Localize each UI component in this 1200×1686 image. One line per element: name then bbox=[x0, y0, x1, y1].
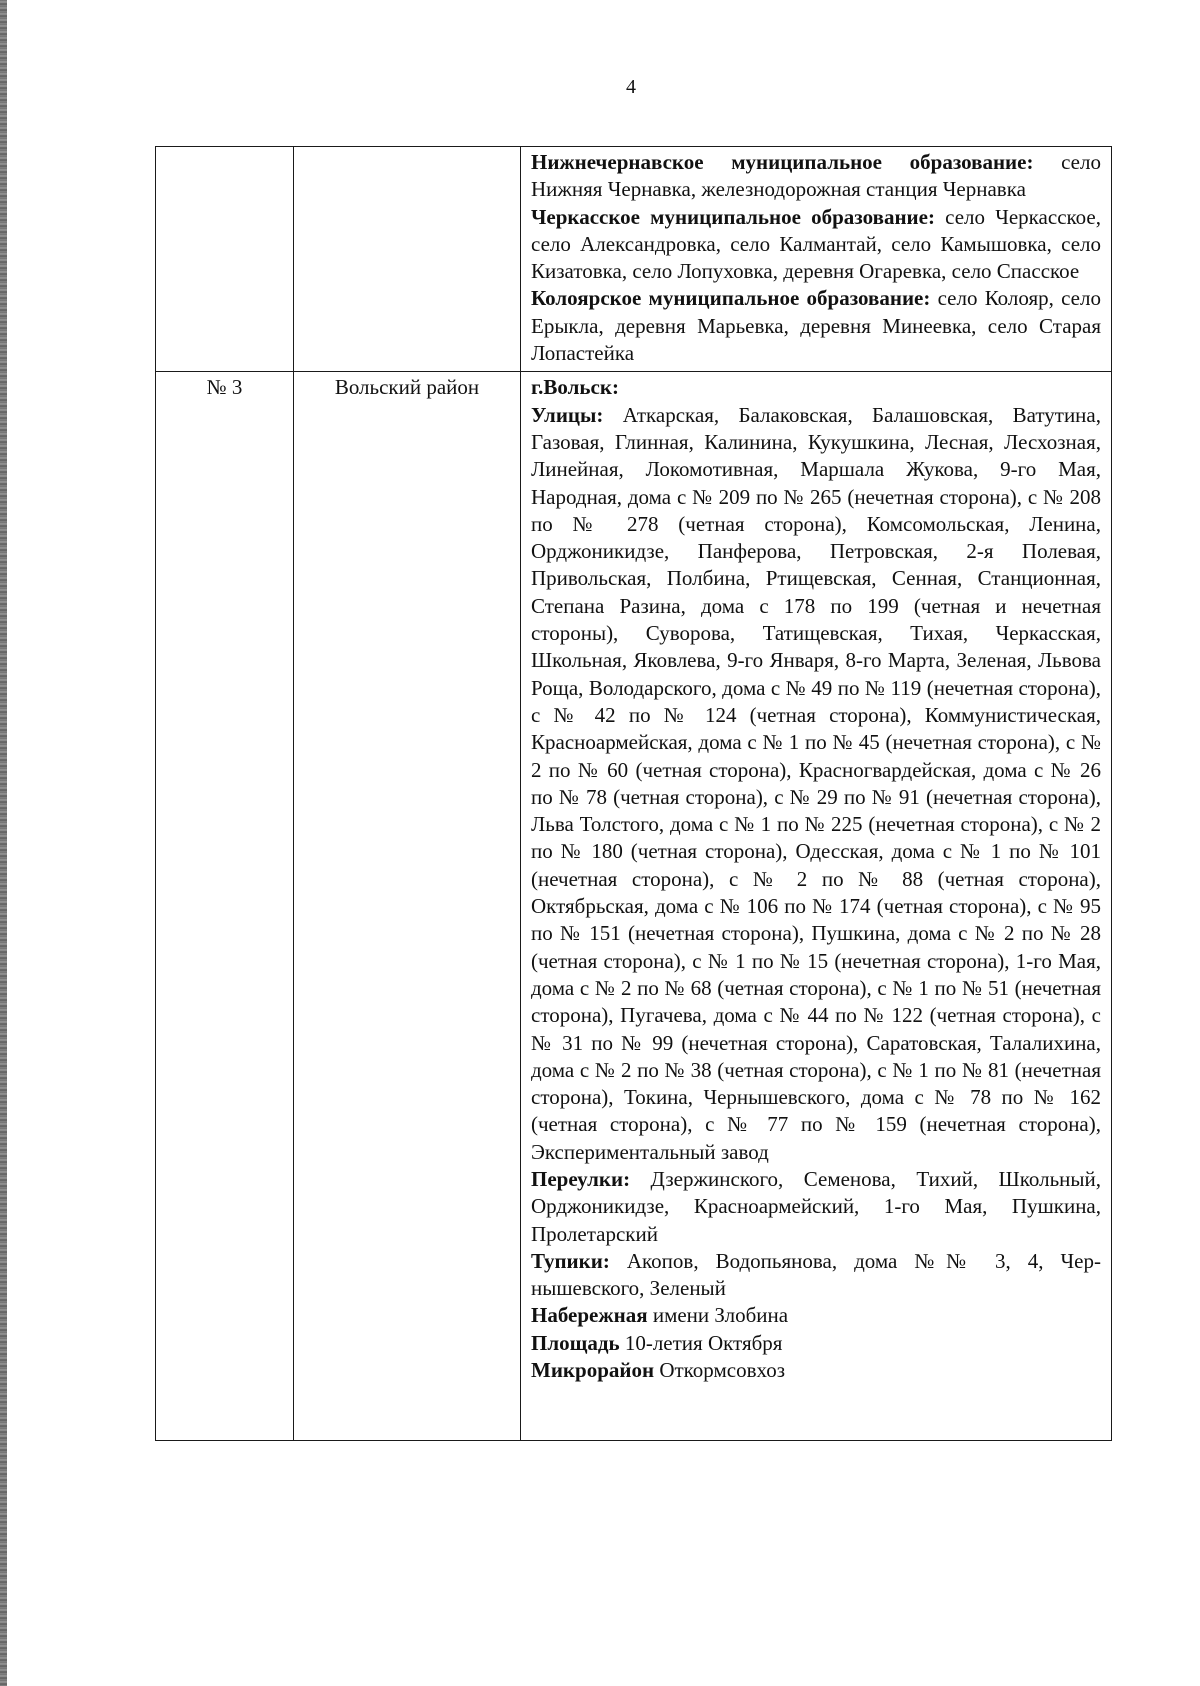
address-entry bbox=[531, 1166, 1101, 1248]
page-number: 4 bbox=[626, 76, 636, 98]
address-entry bbox=[531, 374, 1101, 401]
address-entry bbox=[531, 1357, 1101, 1384]
entry-label: г.Вольск: bbox=[531, 375, 619, 400]
address-entry bbox=[531, 1330, 1101, 1357]
entry-text: Аткарская, Балаковская, Балашовская, Ватутина, Газовая, Глинная, Калинина, Кукушкина, Лесная, Лесхозная, Линейная, Локомотивная, Маршала Жукова, 9-го Мая, Народная, дома с № 209 по № 265 (нечетная сторона), с № 208 по № 278 (четная сторона), Комсомольская, Ленина, Орджоникидзе, Панферова, Петровская, 2-я Полевая, Привольская, Полбина, Ртищевская, Сенная, Станционная, Степана Разина, дома с 178 по 199 (четная и нечетная стороны), Суворова, Татищевская, Тихая, Черкасская, Школьная, Яковлева, 9-го Января, 8-го Марта, Зеленая, Львова Роща, Володарского, дома с № 49 по № 119 (нечетная сторона), с № 42 по № 124 (четная сторона), Коммунистическая, Красноармейская, дома с № 1 по № 45 (нечетная сторона), с № 2 по № 60 (четная сторона), Красногвардейская, дома с № 26 по № 78 (четная сторона), с № 29 по № 91 (нечетная сторона), Льва Толстого, дома с № 1 по № 225 (нечетная сторона), с № 2 по № 180 (четная сторона), Одесская, дома с № 1 по № 101 (нечетная сторона), с № 2 по № 88 (четная сторона), Октябрьская, дома с № 106 по № 174 (четная сторона), с № 95 по № 151 (нечетная сторона), Пушкина, дома с № 2 по № 28 (четная сторона), с № 1 по № 15 (нечетная сторона), 1-го Мая, дома с № 2 по № 68 (четная сторона), с № 1 по № 51 (нечетная сторона), Пугачева, дома с № 44 по № 122 (четная сторона), с № 31 по № 99 (нечетная сторона), Саратовская, Талалихина, дома с № 2 по № 38 (четная сторона), с № 1 по № 81 (нечетная сторона), Токина, Чернышевского, дома с № 78 по № 162 (четная сторона), с № 77 по № 159 (нечетная сторона), Экспериментальный завод bbox=[531, 402, 1101, 1164]
district-number-cell bbox=[156, 147, 294, 372]
table-row bbox=[156, 372, 1112, 1441]
district-number-cell: № 3 bbox=[156, 372, 294, 1441]
table-row bbox=[156, 147, 1112, 372]
entry-text: имени Злобина bbox=[647, 1303, 789, 1328]
entry-label: Набережная bbox=[531, 1303, 648, 1328]
entry-text: село Черкасское, село Александровка, село Калмантай, село Камышовка, село Кизатовка, село Лопуховка, деревня Огаревка, село Спасское bbox=[531, 204, 1101, 284]
entry-label: Улицы: bbox=[531, 402, 604, 427]
entry-label: Нижнечернавское муниципальное образование: bbox=[531, 150, 1034, 174]
district-name-cell: Вольский район bbox=[294, 372, 521, 1441]
district-table bbox=[155, 146, 1112, 1441]
entry-text: Акопов, Водопьянова, дома №№ 3, 4, Чернышевского, Зеленый bbox=[531, 1248, 1101, 1301]
entry-label: Тупики: bbox=[531, 1248, 610, 1273]
entry-label: Колоярское муниципальное образование: bbox=[531, 286, 931, 311]
address-entry bbox=[531, 1302, 1101, 1329]
entry-text: Дзержинского, Семенова, Тихий, Школьный, Орджоникидзе, Красноармейский, 1-го Мая, Пушкина, Пролетарский bbox=[531, 1166, 1101, 1246]
district-name-cell bbox=[294, 147, 521, 372]
address-entry bbox=[531, 402, 1101, 1166]
entry-text: село Нижняя Чернавка, железнодорожная станция Чернавка bbox=[531, 150, 1101, 202]
entry-label: Переулки: bbox=[531, 1166, 631, 1191]
entry-label: Микрорайон bbox=[531, 1358, 655, 1383]
address-entry bbox=[531, 1248, 1101, 1303]
entry-text: село Колояр, село Ерыкла, деревня Марьевка, деревня Минеевка, село Старая Лопастейка bbox=[531, 286, 1101, 366]
entry-label: Площадь bbox=[531, 1330, 620, 1355]
address-cell bbox=[521, 147, 1112, 372]
scan-edge-artifact bbox=[0, 0, 7, 1686]
address-entry bbox=[531, 285, 1101, 367]
address-cell bbox=[521, 372, 1112, 1441]
entry-label: Черкасское муниципальное образование: bbox=[531, 204, 935, 229]
address-entry bbox=[531, 149, 1101, 204]
address-entry bbox=[531, 204, 1101, 286]
entry-text: Откормсовхоз bbox=[654, 1358, 786, 1383]
entry-text: 10-летия Октября bbox=[619, 1330, 783, 1355]
